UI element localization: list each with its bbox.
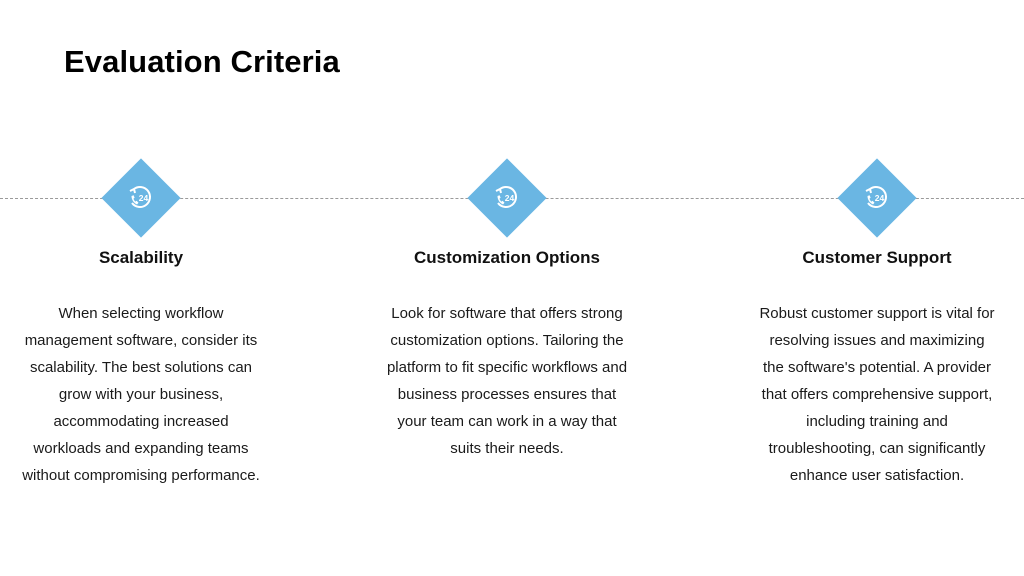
phone-24-hour-icon bbox=[863, 184, 891, 212]
phone-24-hour-icon bbox=[493, 184, 521, 212]
criterion-heading: Scalability bbox=[98, 248, 184, 267]
phone-24-hour-icon bbox=[127, 184, 155, 212]
criterion-heading: Customization Options bbox=[413, 248, 601, 267]
criterion-badge bbox=[16, 158, 266, 240]
criterion-customer-support bbox=[752, 158, 1002, 489]
criterion-customization-options bbox=[382, 158, 632, 462]
criterion-description: Look for software that offers strong customization options. Tailoring the platform to fit specific workflows and business processes ensures that your team can work in a way that suits their needs. bbox=[386, 305, 628, 457]
icon-24-label: 24 bbox=[504, 193, 515, 204]
page-title: Evaluation Criteria bbox=[64, 44, 340, 79]
criterion-badge bbox=[382, 158, 632, 240]
criterion-scalability bbox=[16, 158, 266, 489]
criterion-description: When selecting workflow management software, consider its scalability. The best solutions can grow with your business, accommodating increased workloads and expanding teams without compromising performance. bbox=[22, 305, 260, 484]
icon-24-label: 24 bbox=[138, 193, 149, 204]
criterion-description: Robust customer support is vital for resolving issues and maximizing the software's potential. A provider that offers comprehensive support, including training and troubleshooting, can significantly enhance user satisfaction. bbox=[759, 305, 995, 484]
icon-24-label: 24 bbox=[874, 193, 885, 204]
criterion-heading: Customer Support bbox=[802, 248, 952, 267]
criterion-badge bbox=[752, 158, 1002, 240]
